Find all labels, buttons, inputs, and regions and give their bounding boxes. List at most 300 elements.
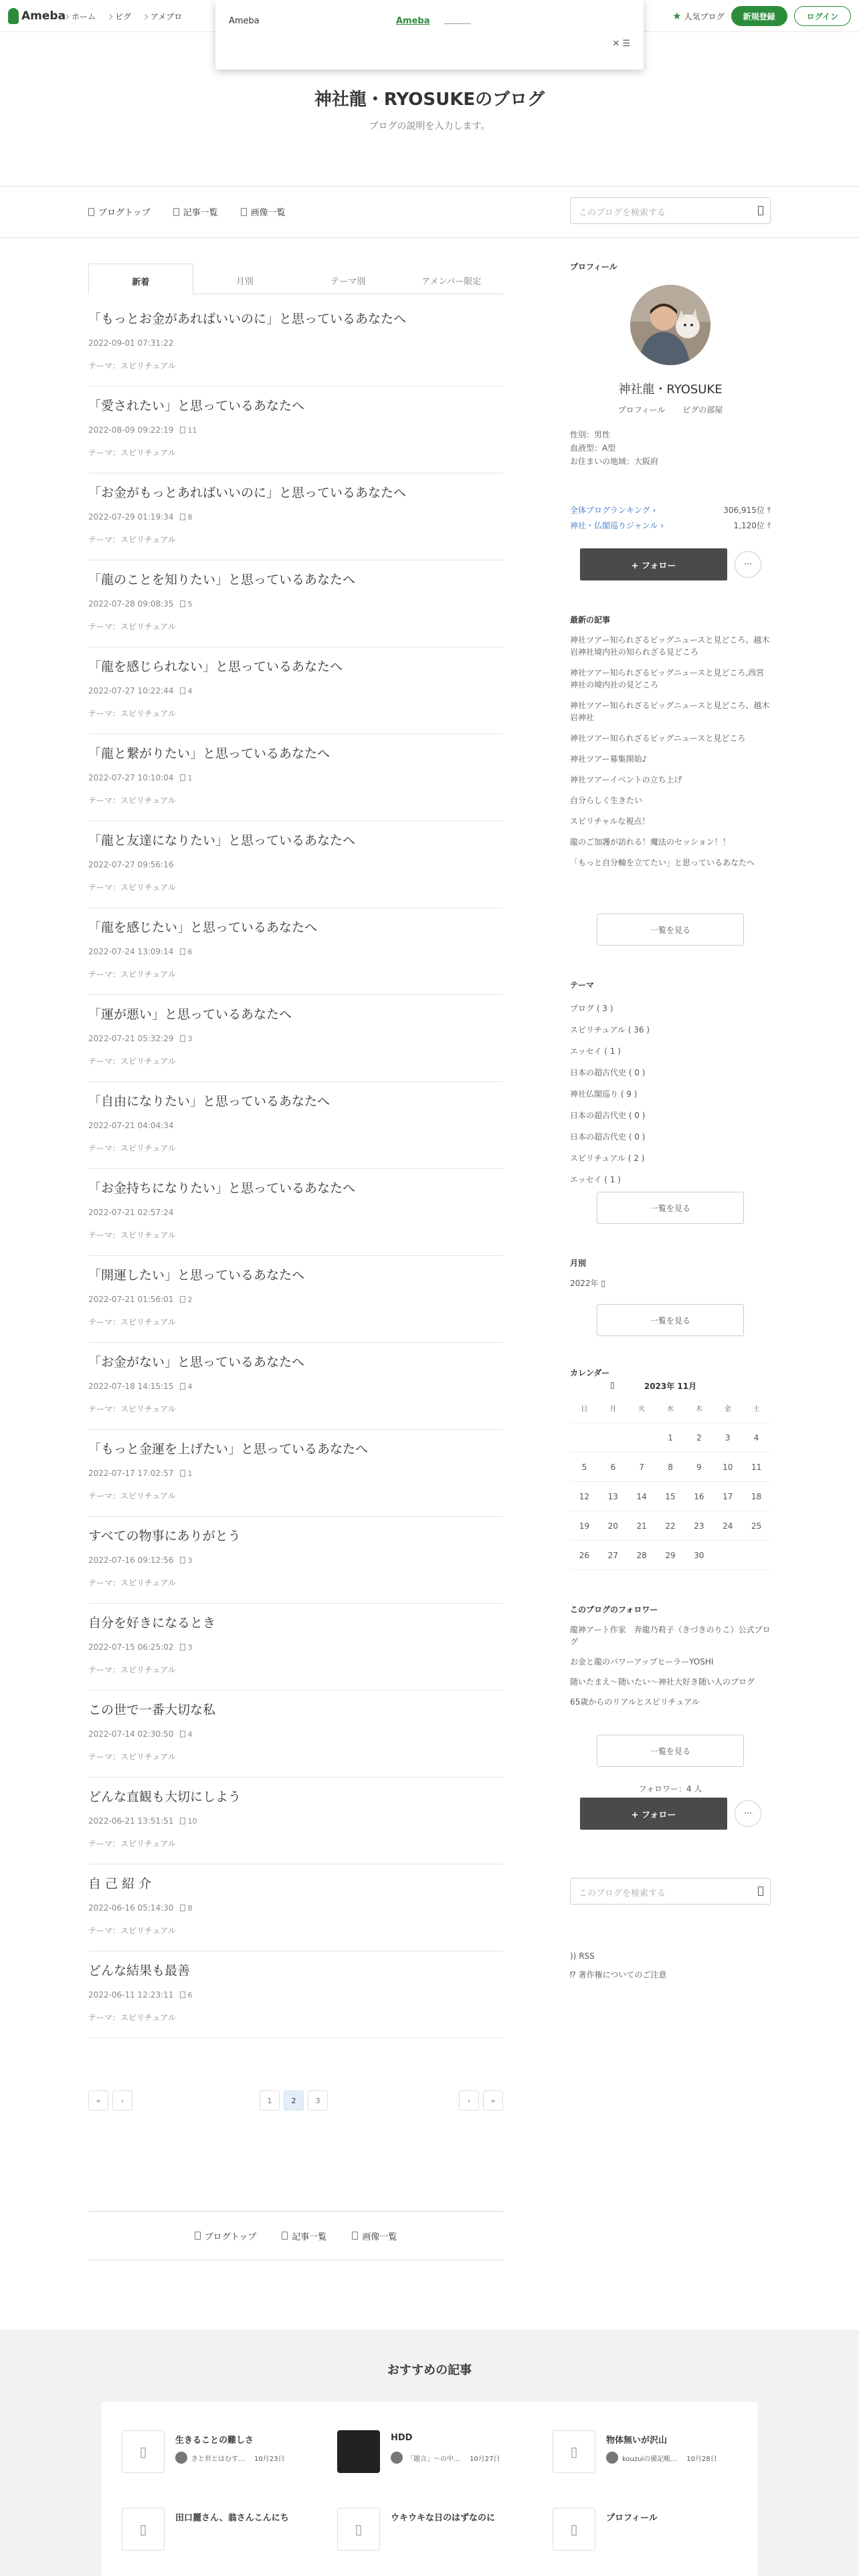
page-2-button[interactable]: 2 [284, 2090, 304, 2111]
calendar-day: 11 [751, 1462, 762, 1472]
article-theme[interactable]: テーマ：スピリチュアル [88, 1926, 176, 1935]
article-theme[interactable]: テーマ：スピリチュアル [88, 1057, 176, 1066]
article-title[interactable]: 「龍と繋がりたい」と思っているあなたへ [88, 746, 330, 761]
article-item [88, 300, 503, 387]
article-item [88, 1256, 503, 1343]
calendar-day: 17 [723, 1491, 733, 1501]
rss-link[interactable]: )) RSS [570, 1951, 595, 1961]
article-theme[interactable]: テーマ：スピリチュアル [88, 796, 176, 805]
document-icon: ▯ [553, 2430, 595, 2473]
article-item [88, 821, 503, 908]
recent-see-all-button[interactable]: 一覧を見る [597, 914, 744, 946]
article-date: 2022-07-29 01:19:34 [88, 512, 174, 522]
recommended-title: HDD [391, 2433, 413, 2443]
page-1-button[interactable]: 1 [260, 2090, 280, 2111]
article-title[interactable]: 「もっとお金があればいいのに」と思っているあなたへ [88, 312, 407, 326]
comment-count[interactable]: 6 [180, 1991, 192, 2000]
tab-theme[interactable]: テーマ別 [330, 277, 366, 287]
ranking-list [570, 504, 771, 531]
article-theme[interactable]: テーマ：スピリチュアル [88, 622, 176, 631]
weekday-label: 土 [753, 1406, 760, 1413]
calendar-day: 7 [639, 1462, 644, 1472]
article-date: 2022-06-11 12:23:11 [88, 1990, 174, 2000]
calendar-day: 2 [696, 1432, 702, 1442]
profile-link[interactable]: プロフィール [617, 405, 666, 415]
article-item [88, 734, 503, 821]
calendar-day: 24 [723, 1521, 733, 1531]
article-meta [88, 686, 192, 695]
theme-link[interactable]: 日本の超古代史 ( 0 ) [570, 1068, 646, 1077]
calendar-day: 23 [694, 1521, 704, 1531]
article-title[interactable]: 「愛されたい」と思っているあなたへ [88, 399, 305, 413]
document-icon: ▯ [122, 2508, 165, 2551]
calendar-day: 16 [694, 1491, 704, 1501]
weekday-label: 金 [724, 1406, 731, 1413]
popup-divider [444, 23, 471, 24]
calendar-day: 18 [751, 1491, 762, 1501]
article-item [88, 995, 503, 1082]
comment-count[interactable]: 3 [180, 1643, 192, 1652]
recommended-item[interactable] [337, 2425, 538, 2478]
article-meta [88, 1903, 192, 1913]
article-date: 2022-07-17 17:02:57 [88, 1469, 174, 1478]
calendar-day: 14 [636, 1491, 647, 1501]
recommended-heading: おすすめの記事 [387, 2363, 472, 2377]
comment-icon [180, 1557, 185, 1564]
comment-count[interactable]: 4 [180, 687, 192, 695]
monthly-2022[interactable]: 2022年 ▯ [570, 1279, 605, 1288]
calendar-day: 22 [665, 1521, 676, 1531]
article-theme[interactable]: テーマ：スピリチュアル [88, 1404, 176, 1414]
header-nav-pigg[interactable]: ピグ [108, 11, 131, 22]
article-title[interactable]: 「運が悪い」と思っているあなたへ [88, 1007, 292, 1022]
comment-count[interactable]: 1 [180, 774, 192, 782]
article-title[interactable]: 「龍を感じられない」と思っているあなたへ [88, 659, 343, 674]
theme-section [570, 979, 771, 1213]
comment-icon [180, 1731, 185, 1737]
monthly-see-all-button[interactable]: 一覧を見る [597, 1304, 744, 1336]
article-item [88, 1604, 503, 1691]
article-theme[interactable]: テーマ：スピリチュアル [88, 535, 176, 544]
article-meta [88, 1295, 192, 1304]
avatar-photo [630, 285, 710, 365]
header-actions [672, 6, 851, 26]
comment-count[interactable]: 10 [180, 1817, 197, 1826]
header-nav [64, 11, 182, 22]
register-button[interactable]: 新規登録 [731, 6, 787, 26]
article-theme[interactable]: テーマ：スピリチュアル [88, 361, 176, 370]
document-icon: ▯ [553, 2508, 595, 2551]
calendar-title: 2023年 11月 [644, 1382, 697, 1391]
article-title[interactable]: 「龍のことを知りたい」と思っているあなたへ [88, 572, 356, 587]
recommended-author: 「題言」～の中… [407, 2455, 460, 2463]
comment-count[interactable]: 3 [180, 1556, 192, 1565]
monthly-section [570, 1257, 771, 1325]
comment-icon [180, 514, 185, 520]
comment-icon [180, 427, 185, 433]
comment-icon [180, 601, 185, 607]
profile-name[interactable]: 神社龍・RYOSUKE [618, 383, 723, 397]
follow-button-bottom[interactable]: + フォロー [580, 1798, 727, 1830]
recent-article-link[interactable]: 「もっと自分軸を立てたい」と思っているあなたへ [570, 858, 755, 867]
article-title[interactable]: 自分を好きになるとき [88, 1616, 216, 1630]
article-title[interactable]: どんな結果も最善 [88, 1963, 191, 1978]
follower-link[interactable]: 龍神アート作家 奔龍乃莉子（きづきのりこ）公式ブログ [570, 1625, 771, 1646]
calendar-week-row [570, 1423, 771, 1453]
article-meta [88, 1208, 173, 1217]
bottom-blog-nav [88, 2211, 503, 2260]
article-date: 2022-07-27 09:56:16 [88, 860, 174, 869]
recent-article-link[interactable]: 自分らしく生きたい [570, 796, 643, 805]
follower-link[interactable]: 随いたまえ～随いたい～神社大好き随い人のブログ [570, 1677, 755, 1687]
recommended-item[interactable] [553, 2425, 753, 2478]
recommended-author: kouzuiの備記帳… [622, 2455, 678, 2463]
tab-monthly[interactable]: 月別 [235, 277, 254, 287]
comment-icon [180, 1470, 185, 1477]
article-title[interactable]: 「開運したい」と思っているあなたへ [88, 1268, 305, 1283]
article-title[interactable]: どんな直観も大切にしよう [88, 1790, 242, 1804]
comment-icon [180, 774, 185, 781]
followers-section [570, 1604, 771, 1820]
article-date: 2022-09-01 07:31:22 [88, 338, 174, 348]
article-meta [88, 1034, 192, 1043]
recommended-author: きと世とはむす… [191, 2455, 245, 2463]
comment-count[interactable]: 6 [180, 948, 192, 956]
recent-article-link[interactable]: 神社ツアー知られざるビッグニュースと見どころ [570, 734, 746, 743]
weekday-label: 月 [609, 1406, 617, 1413]
monthly-heading: 月別 [570, 1259, 587, 1268]
theme-heading: テーマ [570, 980, 595, 990]
article-meta [88, 512, 192, 522]
article-meta [88, 1555, 192, 1565]
calendar-week-row [570, 1482, 771, 1511]
article-title[interactable]: 「もっと金運を上げたい」と思っているあなたへ [88, 1442, 369, 1457]
article-theme[interactable]: テーマ：スピリチュアル [88, 1665, 176, 1675]
blog-nav-top[interactable]: ブログトップ [88, 205, 151, 218]
recommended-item[interactable] [553, 2502, 753, 2556]
article-meta [88, 599, 192, 609]
followers-heading: このブログのフォロワー [570, 1605, 658, 1614]
calendar-day: 28 [636, 1550, 647, 1560]
document-icon: ▯ [337, 2508, 380, 2551]
weekday-label: 火 [638, 1406, 646, 1413]
article-item [88, 1517, 503, 1604]
article-title[interactable]: 「龍を感じたい」と思っているあなたへ [88, 920, 318, 935]
recommended-title: 生きることの難しさ [175, 2436, 254, 2446]
profile-heading: プロフィール [570, 262, 617, 272]
calendar-day: 5 [581, 1462, 587, 1472]
calendar-week-row [570, 1511, 771, 1541]
comment-count[interactable]: 8 [180, 513, 192, 522]
calendar-day: 3 [725, 1432, 731, 1442]
recommended-thumbnail [337, 2430, 380, 2473]
image-icon [241, 208, 247, 216]
article-title[interactable]: すべての物事にありがとう [88, 1529, 241, 1543]
article-theme[interactable]: テーマ：スピリチュアル [88, 448, 176, 457]
document-icon [195, 2232, 201, 2240]
recommended-title: 物体無いが沢山 [606, 2436, 668, 2446]
avatar[interactable] [630, 285, 710, 365]
comment-count[interactable]: 1 [180, 1469, 192, 1478]
article-title[interactable]: 「龍と友達になりたい」と思っているあなたへ [88, 833, 356, 848]
article-title[interactable]: 「自由になりたい」と思っているあなたへ [88, 1094, 330, 1109]
recent-article-link[interactable]: 神社ツアー知られざるビッグニュースと見どころ、越木岩神社 [570, 701, 770, 722]
calendar-day: 25 [751, 1521, 762, 1531]
article-date: 2022-08-09 09:22:19 [88, 425, 174, 435]
profile-gender: 性別：男性 [570, 430, 611, 439]
calendar-day: 9 [696, 1462, 702, 1472]
article-title[interactable]: この世で一番大切な私 [88, 1703, 216, 1717]
recommended-title: プロフィール [606, 2513, 658, 2523]
theme-link[interactable]: ブログ ( 3 ) [570, 1004, 613, 1013]
recommended-meta [175, 2452, 284, 2464]
calendar-day: 8 [668, 1462, 673, 1472]
document-icon [88, 208, 94, 216]
first-page-button[interactable]: « [88, 2090, 108, 2111]
article-date: 2022-07-18 14:15:15 [88, 1382, 174, 1391]
theme-link[interactable]: 神社仏閣巡り ( 9 ) [570, 1089, 638, 1099]
article-theme[interactable]: テーマ：スピリチュアル [88, 883, 176, 892]
article-title[interactable]: 自 己 紹 介 [88, 1876, 152, 1891]
blog-nav-entries[interactable]: 記事一覧 [173, 205, 218, 218]
blog-description: ブログの説明を入力します。 [369, 121, 490, 132]
document-icon [173, 208, 179, 216]
calendar-day: 13 [607, 1491, 618, 1501]
article-item [88, 1343, 503, 1430]
article-meta [88, 947, 192, 956]
genre-ranking[interactable]: 神社・仏閣巡りジャンル › 1,120位 ⤒ [570, 521, 771, 530]
article-item [88, 1082, 503, 1169]
article-theme[interactable]: テーマ：スピリチュアル [88, 970, 176, 979]
page-3-button[interactable]: 3 [308, 2090, 328, 2111]
sidebar-search-input[interactable]: このブログを検索する [570, 1878, 771, 1905]
article-date: 2022-07-21 05:32:29 [88, 1034, 174, 1043]
comment-count[interactable]: 3 [180, 1035, 192, 1043]
recent-heading: 最新の記事 [570, 615, 611, 625]
article-theme[interactable]: テーマ：スピリチュアル [88, 1491, 176, 1501]
recent-article-link[interactable]: スピリチャルな視点！ [570, 817, 650, 826]
article-meta [88, 1642, 192, 1652]
article-date: 2022-07-27 10:10:04 [88, 773, 174, 782]
recommended-card [102, 2402, 757, 2576]
article-item [88, 560, 503, 647]
article-theme[interactable]: テーマ：スピリチュアル [88, 1230, 176, 1240]
comment-icon [180, 1992, 185, 1998]
popup-label: Ameba [229, 16, 260, 26]
calendar-day: 10 [723, 1462, 733, 1472]
popular-blog-link[interactable]: ★ 人気ブログ [672, 10, 725, 22]
recent-article-link[interactable]: 神社ツアー知られざるビッグニュースと見どころ,西宮神社の境内社の見どころ [570, 668, 765, 689]
article-theme[interactable]: テーマ：スピリチュアル [88, 709, 176, 718]
article-date: 2022-07-15 06:25:02 [88, 1642, 174, 1652]
blog-search-input[interactable]: このブログを検索する [570, 197, 771, 224]
comment-icon [180, 1383, 185, 1390]
article-date: 2022-06-16 05:14:30 [88, 1903, 174, 1913]
recommended-item[interactable] [337, 2502, 538, 2556]
recommended-item[interactable] [122, 2502, 322, 2556]
followers-count: フォロワー：4 人 [638, 1784, 702, 1794]
article-meta [88, 1382, 192, 1391]
article-title[interactable]: 「お金持ちになりたい」と思っているあなたへ [88, 1181, 356, 1196]
followers-see-all-button[interactable]: 一覧を見る [597, 1735, 744, 1767]
calendar-heading: カレンダー [570, 1368, 610, 1378]
ameba-logo-icon [8, 8, 19, 24]
comment-count[interactable]: 5 [180, 600, 192, 609]
recent-article-link[interactable]: 神社ツアー知られざるビッグニュースと見どころ。越木岩神社境内社の知られざる見どころ [570, 635, 770, 657]
popup-link[interactable]: Ameba [396, 16, 430, 26]
comment-icon [180, 1905, 185, 1911]
sidebar-footer-links [570, 1950, 771, 1981]
profile-info [570, 428, 771, 468]
theme-link[interactable]: 日本の超古代史 ( 0 ) [570, 1132, 646, 1142]
comment-count[interactable]: 2 [180, 1295, 192, 1304]
more-options-button[interactable]: ··· [735, 551, 761, 578]
article-date: 2022-07-21 04:04:34 [88, 1121, 174, 1130]
profile-blood-type: 血液型：A型 [570, 443, 616, 453]
last-page-button[interactable]: » [483, 2090, 503, 2111]
recommended-title: ウキウキな日のはずなのに [391, 2513, 496, 2523]
calendar-week-row [570, 1541, 771, 1570]
follow-button[interactable]: + フォロー [580, 548, 727, 580]
article-theme[interactable]: テーマ：スピリチュアル [88, 2013, 176, 2022]
calendar-day: 20 [607, 1521, 618, 1531]
image-icon [352, 2232, 358, 2240]
more-options-button-bottom[interactable]: ··· [735, 1800, 761, 1827]
recommended-date: 10月23日 [254, 2455, 285, 2463]
recommended-meta [391, 2452, 500, 2464]
comment-icon [180, 1644, 185, 1650]
calendar-day: 29 [665, 1550, 676, 1560]
comment-count[interactable]: 4 [180, 1382, 192, 1391]
overall-ranking[interactable]: 全体ブログランキング › 306,915位 ⤒ [570, 506, 771, 515]
blog-nav-images[interactable]: 画像一覧 [241, 205, 286, 218]
comment-count[interactable]: 11 [180, 426, 197, 435]
theme-see-all-button[interactable]: 一覧を見る [597, 1192, 744, 1224]
theme-link[interactable]: 日本の超古代史 ( 0 ) [570, 1111, 646, 1120]
article-theme[interactable]: テーマ：スピリチュアル [88, 1317, 176, 1327]
article-date: 2022-07-27 10:22:44 [88, 686, 174, 695]
avatar [391, 2452, 403, 2464]
ameba-logo-text: Ameba [21, 9, 66, 23]
calendar-day: 6 [610, 1462, 616, 1472]
recent-article-link[interactable]: 龍のご加護が訪れる！魔法のセッション！！ [570, 837, 731, 847]
calendar-day: 21 [636, 1521, 647, 1531]
article-theme[interactable]: テーマ：スピリチュアル [88, 1752, 176, 1761]
search-icon[interactable] [758, 206, 763, 215]
profile-links [570, 404, 771, 415]
article-item [88, 908, 503, 995]
recent-articles-section [570, 614, 771, 935]
recent-article-link[interactable]: 神社ツアーイベントの立ち上げ [570, 775, 682, 784]
recent-article-link[interactable]: 神社ツアー募集開始♪ [570, 754, 648, 764]
article-meta [88, 773, 192, 782]
ameba-logo[interactable] [8, 7, 66, 25]
article-date: 2022-07-28 09:08:35 [88, 599, 174, 609]
header-nav-ameblo[interactable]: アメブロ [143, 11, 182, 22]
bottom-nav-top[interactable]: ブログトップ [195, 2230, 257, 2242]
article-item [88, 647, 503, 734]
search-icon[interactable] [758, 1887, 763, 1896]
theme-link[interactable]: エッセイ ( 1 ) [570, 1175, 621, 1184]
theme-link[interactable]: エッセイ ( 1 ) [570, 1047, 621, 1056]
article-meta [88, 1990, 192, 2000]
comment-icon [180, 1818, 185, 1824]
blog-title[interactable]: 神社龍・RYOSUKEのブログ [314, 90, 545, 110]
profile-location: お住まいの地域：大阪府 [570, 457, 659, 466]
article-meta [88, 1121, 173, 1130]
recommended-meta [606, 2452, 717, 2464]
article-title[interactable]: 「お金がない」と思っているあなたへ [88, 1355, 305, 1370]
article-item [88, 1430, 503, 1517]
bottom-nav-entries[interactable]: 記事一覧 [282, 2230, 326, 2242]
article-item [88, 473, 503, 560]
calendar-prev-button[interactable]: ▯ [610, 1380, 615, 1390]
article-date: 2022-07-21 02:57:24 [88, 1208, 174, 1217]
article-item [88, 1691, 503, 1778]
login-button[interactable]: ログイン [794, 6, 851, 26]
theme-link[interactable]: スピリチュアル ( 2 ) [570, 1154, 645, 1163]
blog-nav [88, 205, 286, 218]
calendar-day: 15 [665, 1491, 676, 1501]
copyright-link[interactable]: ⁉ 著作権についてのご注意 [570, 1970, 667, 1979]
theme-link[interactable]: スピリチュアル ( 36 ) [570, 1025, 650, 1035]
tab-amember[interactable]: アメンバー限定 [421, 277, 482, 287]
comment-count[interactable]: 8 [180, 1904, 192, 1913]
popup-close-button[interactable]: ✕ ☰ [612, 39, 630, 49]
calendar-day: 12 [579, 1491, 590, 1501]
comment-count[interactable]: 4 [180, 1730, 192, 1739]
weekday-label: 木 [695, 1406, 702, 1413]
article-theme[interactable]: テーマ：スピリチュアル [88, 1144, 176, 1153]
document-icon: ▯ [122, 2430, 165, 2473]
calendar-day: 4 [753, 1432, 759, 1442]
comment-icon [180, 1296, 185, 1303]
article-meta [88, 1729, 192, 1739]
article-date: 2022-07-21 01:56:01 [88, 1295, 174, 1304]
article-item [88, 1864, 503, 1951]
star-icon: ★ [672, 10, 682, 22]
article-meta [88, 338, 173, 348]
calendar-day: 19 [579, 1521, 590, 1531]
comment-icon [180, 1035, 185, 1042]
recommended-title: 田口麗さん、翁さんこんにち [175, 2513, 289, 2523]
article-theme[interactable]: テーマ：スピリチュアル [88, 1839, 176, 1848]
article-meta [88, 1469, 192, 1478]
article-item [88, 1169, 503, 1256]
article-item [88, 1951, 503, 2038]
bottom-nav-images[interactable]: 画像一覧 [352, 2230, 397, 2242]
prev-page-button[interactable]: ‹ [112, 2090, 132, 2111]
tab-new[interactable]: 新着 [88, 263, 193, 295]
next-page-button[interactable]: › [459, 2090, 479, 2111]
follower-link[interactable]: 65歳からのリアルとスピリチュアル [570, 1697, 700, 1707]
header-nav-home[interactable]: ホーム [64, 11, 96, 22]
calendar-week-row [570, 1453, 771, 1482]
header-popup [215, 0, 644, 70]
recommended-item[interactable] [122, 2425, 322, 2478]
calendar-day: 30 [694, 1550, 704, 1560]
article-title[interactable]: 「お金がもっとあればいいのに」と思っているあなたへ [88, 486, 407, 500]
calendar-grid [570, 1394, 771, 1570]
follower-link[interactable]: お金と龍のパワーアップヒーラーYOSHI [570, 1657, 714, 1667]
chevron-right-icon [142, 13, 148, 19]
pigg-room-link[interactable]: ピグの部屋 [682, 405, 723, 415]
article-meta [88, 860, 173, 869]
recommended-date: 10月27日 [470, 2455, 500, 2463]
article-theme[interactable]: テーマ：スピリチュアル [88, 1578, 176, 1588]
calendar-weekdays [570, 1394, 771, 1423]
chevron-right-icon [107, 13, 112, 19]
